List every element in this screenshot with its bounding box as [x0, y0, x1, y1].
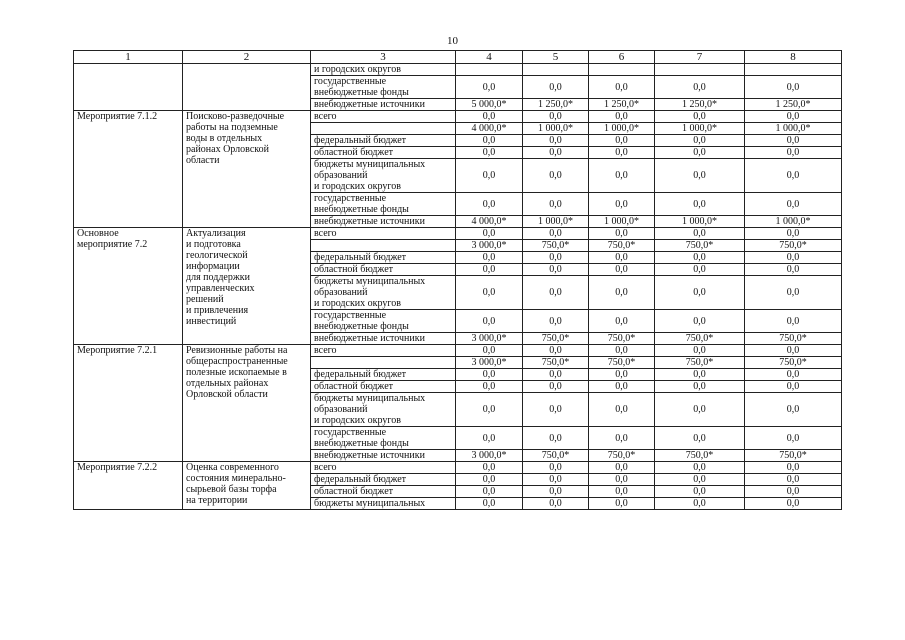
value-cell: 0,0 [655, 369, 745, 381]
value-cell: 0,0 [655, 276, 745, 310]
value-cell: 0,0 [589, 135, 655, 147]
value-cell: 1 000,0* [589, 123, 655, 135]
funding-source-cell: всего [311, 462, 456, 474]
value-cell: 1 000,0* [745, 123, 842, 135]
column-number-cell: 5 [523, 51, 589, 64]
funding-source-cell: внебюджетные источники [311, 99, 456, 111]
value-cell: 0,0 [655, 310, 745, 333]
value-cell: 0,0 [745, 147, 842, 159]
funding-source-cell: бюджеты муниципальных образований и городских округов [311, 393, 456, 427]
table-row [74, 64, 842, 76]
funding-source-cell [311, 123, 456, 135]
value-cell: 0,0 [523, 498, 589, 510]
column-number-row [74, 51, 842, 64]
value-cell: 0,0 [589, 427, 655, 450]
value-cell: 0,0 [456, 486, 523, 498]
description-cell: Поисково-разведочные работы на подземные воды в отдельных районах Орловской области [183, 111, 311, 228]
value-cell: 0,0 [745, 111, 842, 123]
funding-source-cell: внебюджетные источники [311, 216, 456, 228]
funding-source-cell [311, 357, 456, 369]
value-cell: 3 000,0* [456, 240, 523, 252]
table-row [74, 345, 842, 357]
value-cell: 1 250,0* [523, 99, 589, 111]
value-cell: 0,0 [523, 310, 589, 333]
value-cell: 0,0 [523, 76, 589, 99]
value-cell: 0,0 [523, 369, 589, 381]
value-cell: 0,0 [745, 264, 842, 276]
value-cell: 0,0 [745, 345, 842, 357]
budget-table [73, 50, 842, 510]
value-cell: 0,0 [745, 135, 842, 147]
value-cell: 0,0 [655, 393, 745, 427]
value-cell: 0,0 [523, 264, 589, 276]
value-cell: 750,0* [655, 450, 745, 462]
value-cell: 0,0 [589, 310, 655, 333]
value-cell: 0,0 [523, 159, 589, 193]
value-cell: 0,0 [523, 393, 589, 427]
funding-source-cell: всего [311, 228, 456, 240]
value-cell: 0,0 [456, 276, 523, 310]
value-cell: 0,0 [523, 427, 589, 450]
value-cell: 0,0 [745, 427, 842, 450]
table-row [74, 462, 842, 474]
value-cell: 0,0 [589, 462, 655, 474]
funding-source-cell: внебюджетные источники [311, 450, 456, 462]
value-cell: 1 000,0* [523, 123, 589, 135]
measure-cell [74, 64, 183, 111]
value-cell: 1 000,0* [589, 216, 655, 228]
value-cell: 0,0 [655, 111, 745, 123]
funding-source-cell: федеральный бюджет [311, 369, 456, 381]
value-cell: 0,0 [589, 159, 655, 193]
value-cell: 0,0 [655, 135, 745, 147]
value-cell: 0,0 [523, 135, 589, 147]
table-body [74, 51, 842, 510]
value-cell: 0,0 [655, 228, 745, 240]
measure-cell: Мероприятие 7.2.2 [74, 462, 183, 510]
value-cell: 0,0 [589, 252, 655, 264]
value-cell: 0,0 [745, 369, 842, 381]
value-cell: 0,0 [745, 276, 842, 310]
funding-source-cell: областной бюджет [311, 486, 456, 498]
value-cell: 0,0 [456, 159, 523, 193]
value-cell: 1 250,0* [745, 99, 842, 111]
value-cell: 0,0 [589, 228, 655, 240]
value-cell: 0,0 [655, 193, 745, 216]
value-cell: 0,0 [745, 252, 842, 264]
value-cell [523, 64, 589, 76]
measure-cell: Мероприятие 7.2.1 [74, 345, 183, 462]
value-cell: 3 000,0* [456, 357, 523, 369]
value-cell [745, 64, 842, 76]
value-cell: 750,0* [523, 450, 589, 462]
funding-source-cell: федеральный бюджет [311, 474, 456, 486]
value-cell: 0,0 [589, 486, 655, 498]
value-cell: 0,0 [745, 498, 842, 510]
value-cell: 0,0 [523, 111, 589, 123]
value-cell [589, 64, 655, 76]
value-cell: 0,0 [655, 252, 745, 264]
column-number-cell: 7 [655, 51, 745, 64]
value-cell: 5 000,0* [456, 99, 523, 111]
funding-source-cell: бюджеты муниципальных образований и городских округов [311, 276, 456, 310]
funding-source-cell: всего [311, 111, 456, 123]
column-number-cell: 2 [183, 51, 311, 64]
column-number-cell: 6 [589, 51, 655, 64]
value-cell: 0,0 [523, 486, 589, 498]
column-number-cell: 3 [311, 51, 456, 64]
value-cell: 1 000,0* [523, 216, 589, 228]
funding-source-cell: федеральный бюджет [311, 252, 456, 264]
value-cell: 0,0 [456, 381, 523, 393]
value-cell: 4 000,0* [456, 123, 523, 135]
funding-source-cell [311, 240, 456, 252]
funding-source-cell: внебюджетные источники [311, 333, 456, 345]
funding-source-cell: бюджеты муниципальных образований и городских округов [311, 159, 456, 193]
value-cell: 0,0 [589, 498, 655, 510]
value-cell: 0,0 [523, 474, 589, 486]
value-cell: 0,0 [655, 159, 745, 193]
value-cell: 0,0 [589, 111, 655, 123]
value-cell: 1 250,0* [589, 99, 655, 111]
value-cell: 750,0* [589, 333, 655, 345]
value-cell: 750,0* [655, 357, 745, 369]
funding-source-cell: всего [311, 345, 456, 357]
value-cell: 1 000,0* [745, 216, 842, 228]
value-cell: 0,0 [456, 474, 523, 486]
description-cell [183, 64, 311, 111]
funding-source-cell: областной бюджет [311, 264, 456, 276]
value-cell: 1 000,0* [655, 216, 745, 228]
column-number-cell: 4 [456, 51, 523, 64]
value-cell: 750,0* [655, 333, 745, 345]
value-cell: 0,0 [523, 462, 589, 474]
value-cell: 0,0 [456, 111, 523, 123]
funding-source-cell: государственные внебюджетные фонды [311, 427, 456, 450]
measure-cell: Основное мероприятие 7.2 [74, 228, 183, 345]
value-cell: 0,0 [655, 147, 745, 159]
value-cell: 0,0 [456, 76, 523, 99]
value-cell: 0,0 [745, 228, 842, 240]
value-cell: 0,0 [655, 486, 745, 498]
value-cell: 4 000,0* [456, 216, 523, 228]
value-cell: 750,0* [589, 450, 655, 462]
value-cell: 0,0 [745, 76, 842, 99]
value-cell: 0,0 [655, 381, 745, 393]
value-cell: 3 000,0* [456, 333, 523, 345]
value-cell: 0,0 [745, 462, 842, 474]
measure-cell: Мероприятие 7.1.2 [74, 111, 183, 228]
value-cell: 0,0 [456, 252, 523, 264]
value-cell: 0,0 [655, 427, 745, 450]
value-cell: 0,0 [456, 498, 523, 510]
value-cell: 0,0 [589, 345, 655, 357]
value-cell: 0,0 [523, 345, 589, 357]
value-cell: 750,0* [655, 240, 745, 252]
value-cell [456, 64, 523, 76]
value-cell: 0,0 [589, 369, 655, 381]
value-cell: 0,0 [589, 381, 655, 393]
value-cell: 0,0 [456, 264, 523, 276]
value-cell: 0,0 [589, 264, 655, 276]
value-cell: 3 000,0* [456, 450, 523, 462]
value-cell: 750,0* [523, 357, 589, 369]
value-cell: 0,0 [456, 427, 523, 450]
value-cell: 0,0 [456, 228, 523, 240]
value-cell [655, 64, 745, 76]
value-cell: 750,0* [523, 240, 589, 252]
value-cell: 0,0 [655, 498, 745, 510]
value-cell: 0,0 [456, 147, 523, 159]
value-cell: 1 250,0* [655, 99, 745, 111]
funding-source-cell: бюджеты муниципальных [311, 498, 456, 510]
value-cell: 0,0 [745, 193, 842, 216]
value-cell: 0,0 [523, 381, 589, 393]
value-cell: 0,0 [745, 381, 842, 393]
value-cell: 0,0 [589, 474, 655, 486]
funding-source-cell: государственные внебюджетные фонды [311, 310, 456, 333]
value-cell: 750,0* [589, 357, 655, 369]
value-cell: 0,0 [456, 193, 523, 216]
value-cell: 750,0* [589, 240, 655, 252]
value-cell: 0,0 [745, 486, 842, 498]
value-cell: 0,0 [655, 474, 745, 486]
value-cell: 0,0 [523, 147, 589, 159]
value-cell: 0,0 [655, 345, 745, 357]
value-cell: 0,0 [745, 393, 842, 427]
value-cell: 0,0 [745, 310, 842, 333]
table-row [74, 228, 842, 240]
value-cell: 0,0 [655, 76, 745, 99]
table-row [74, 111, 842, 123]
description-cell: Ревизионные работы на общераспространенные полезные ископаемые в отдельных районах Орловской области [183, 345, 311, 462]
value-cell: 0,0 [456, 345, 523, 357]
funding-source-cell: и городских округов [311, 64, 456, 76]
value-cell: 0,0 [523, 228, 589, 240]
value-cell: 0,0 [456, 393, 523, 427]
value-cell: 0,0 [589, 193, 655, 216]
funding-source-cell: областной бюджет [311, 147, 456, 159]
funding-source-cell: государственные внебюджетные фонды [311, 193, 456, 216]
value-cell: 750,0* [745, 240, 842, 252]
description-cell: Актуализация и подготовка геологической информации для поддержки управленческих решений и привлечения инвестиций [183, 228, 311, 345]
value-cell: 0,0 [655, 264, 745, 276]
value-cell: 0,0 [456, 135, 523, 147]
column-number-cell: 8 [745, 51, 842, 64]
value-cell: 0,0 [523, 252, 589, 264]
description-cell: Оценка современного состояния минерально- сырьевой базы торфа на территории [183, 462, 311, 510]
value-cell: 0,0 [745, 474, 842, 486]
value-cell: 0,0 [456, 310, 523, 333]
value-cell: 0,0 [456, 462, 523, 474]
value-cell: 0,0 [589, 76, 655, 99]
value-cell: 0,0 [745, 159, 842, 193]
value-cell: 750,0* [523, 333, 589, 345]
value-cell: 0,0 [523, 276, 589, 310]
value-cell: 0,0 [589, 276, 655, 310]
value-cell: 0,0 [456, 369, 523, 381]
value-cell: 0,0 [589, 147, 655, 159]
value-cell: 750,0* [745, 450, 842, 462]
value-cell: 0,0 [655, 462, 745, 474]
value-cell: 0,0 [589, 393, 655, 427]
value-cell: 0,0 [523, 193, 589, 216]
value-cell: 750,0* [745, 357, 842, 369]
value-cell: 1 000,0* [655, 123, 745, 135]
funding-source-cell: областной бюджет [311, 381, 456, 393]
column-number-cell: 1 [74, 51, 183, 64]
funding-source-cell: государственные внебюджетные фонды [311, 76, 456, 99]
page-number: 10 [447, 35, 458, 47]
funding-source-cell: федеральный бюджет [311, 135, 456, 147]
value-cell: 750,0* [745, 333, 842, 345]
